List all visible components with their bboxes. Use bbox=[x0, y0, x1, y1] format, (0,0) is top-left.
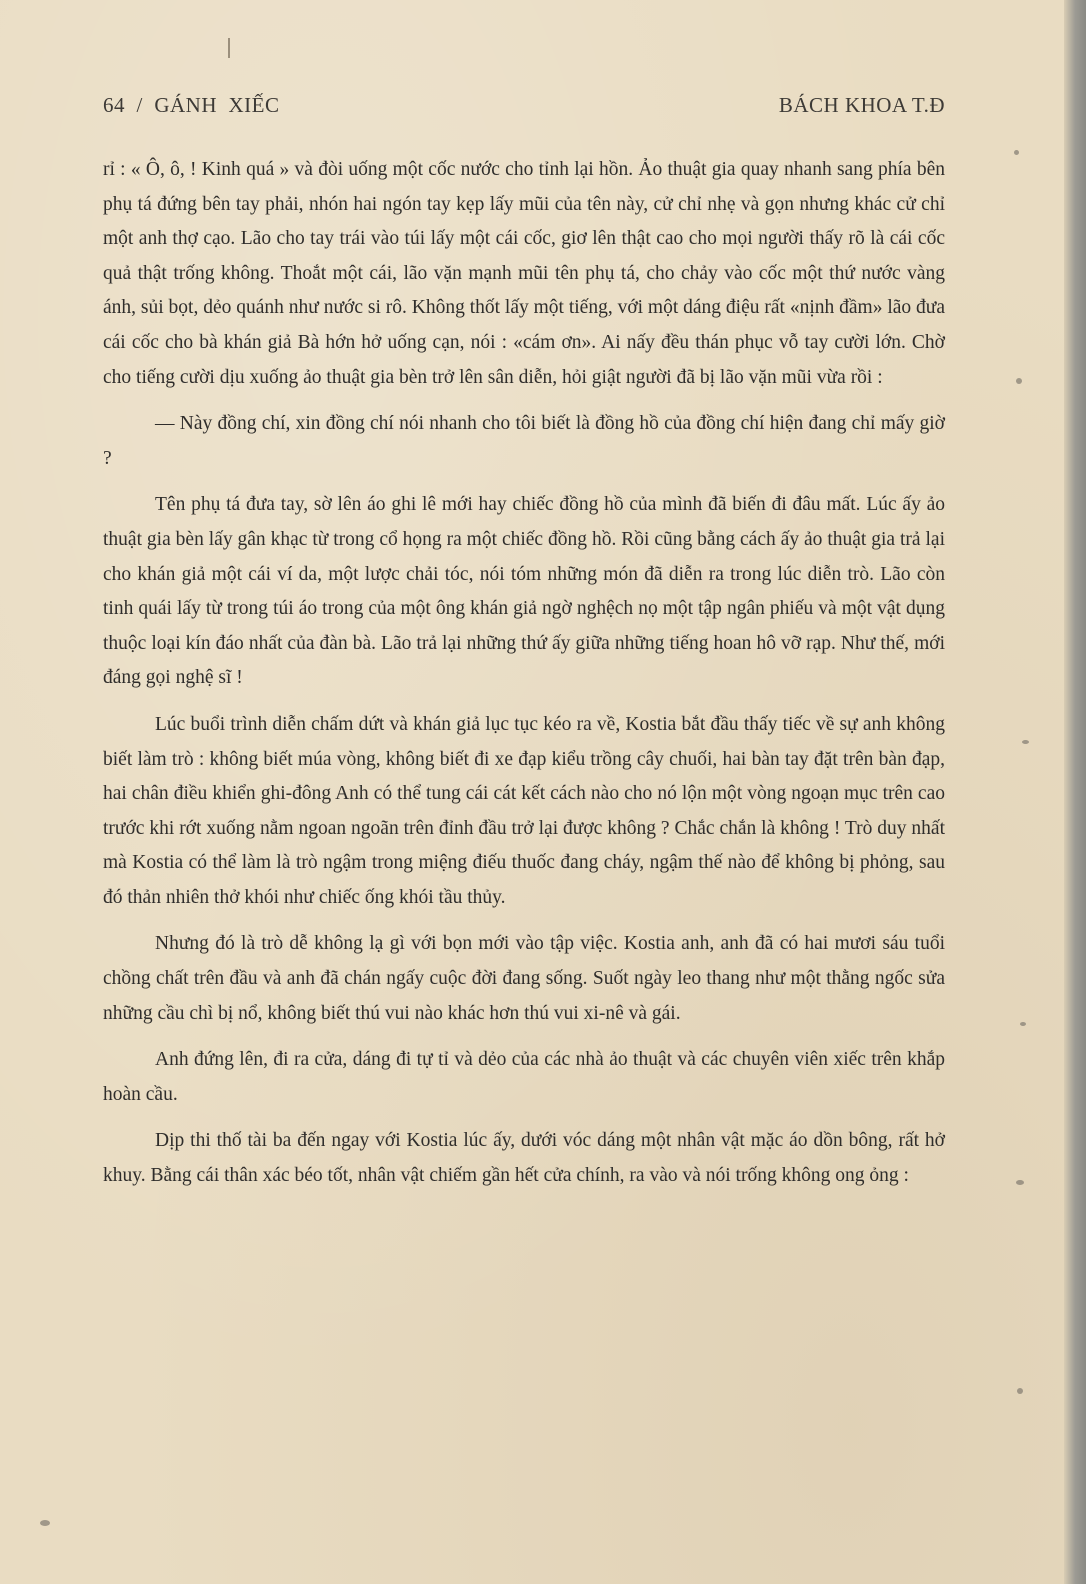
paper-speck bbox=[40, 1520, 50, 1526]
paragraph: rỉ : « Ô, ô, ! Kinh quá » và đòi uống một cốc nước cho tỉnh lại hồn. Ảo thuật gia quay nhanh sang phía bên phụ tá đứng bên tay phải, nhón hai ngón tay kẹp lấy mũi của tên này, cử chỉ nhẹ và gọn nhưng khác cử chỉ một anh thợ cạo. Lão cho tay trái vào túi lấy một cái cốc, giơ lên thật cao cho mọi người thấy rõ là cái cốc quả thật trống không. Thoắt một cái, lão vặn mạnh mũi tên phụ tá, cho chảy vào cốc một thứ nước vàng ánh, sủi bọt, dẻo quánh như nước si rô. Không thốt lấy một tiếng, với một dáng điệu rất «nịnh đầm» lão đưa cái cốc cho bà khán giả Bà hớn hở uống cạn, nói : «cám ơn». Ai nấy đều thán phục vỗ tay cười lớn. Chờ cho tiếng cười dịu xuống ảo thuật gia bèn trở lên sân diễn, hỏi giật người đã bị lão vặn mũi vừa rồi : bbox=[103, 159, 945, 388]
paragraph: Tên phụ tá đưa tay, sờ lên áo ghi lê mới hay chiếc đồng hồ của mình đã biến đi đâu mất. Lúc ấy ảo thuật gia bèn lấy gân khạc từ trong cổ họng ra một chiếc đồng hồ. Rồi cũng bằng cách ấy ảo thuật gia trả lại cho khán giả một cái ví da, một lược chải tóc, nói tóm những món đã diễn ra trong lúc diễn trò. Lão còn tinh quái lấy từ trong túi áo trong của một ông khán giả ngờ nghệch nọ một tập ngân phiếu và một vật dụng thuộc loại kín đáo nhất của đàn bà. Lão trả lại những thứ ấy giữa những tiếng hoan hô vỡ rạp. Như thế, mới đáng gọi nghệ sĩ ! bbox=[103, 494, 945, 689]
paragraph-dialogue: — Này đồng chí, xin đồng chí nói nhanh cho tôi biết là đồng hồ của đồng chí hiện đang chỉ mấy giờ ? bbox=[103, 413, 945, 469]
running-header bbox=[103, 93, 945, 127]
pencil-mark bbox=[228, 38, 230, 58]
publication-name: BÁCH KHOA T.Đ bbox=[778, 93, 945, 117]
paper-speck bbox=[1017, 1388, 1023, 1394]
paper-speck bbox=[1022, 740, 1029, 744]
paper-speck bbox=[1016, 378, 1022, 384]
paragraph: Lúc buổi trình diễn chấm dứt và khán giả lục tục kéo ra về, Kostia bắt đầu thấy tiếc về sự anh không biết làm trò : không biết múa vòng, không biết đi xe đạp kiểu trồng cây chuối, hai bàn tay đặt trên bàn đạp, hai chân điều khiển ghi-đông Anh có thể tung cái cát kết cách nào cho nó lộn một vòng ngoạn mục trên cao trước khi rớt xuống nằm ngoan ngoãn trên đỉnh đầu trở lại được không ? Chắc chắn là không ! Trò duy nhất mà Kostia có thể làm là trò ngậm trong miệng điếu thuốc đang cháy, ngậm thế nào để không bị phỏng, sau đó thản nhiên thở khói như chiếc ống khói tầu thủy. bbox=[103, 713, 945, 908]
page-number-and-title: 64 / GÁNH XIẾC bbox=[103, 93, 280, 117]
paper-speck bbox=[1016, 1180, 1024, 1185]
paragraph: Anh đứng lên, đi ra cửa, dáng đi tự tỉ và dẻo của các nhà ảo thuật và các chuyên viên xiếc trên khắp hoàn cầu. bbox=[103, 1049, 945, 1105]
paper-speck bbox=[1020, 1022, 1026, 1026]
body-text bbox=[103, 153, 945, 1206]
page-edge bbox=[1064, 0, 1086, 1584]
paper-speck bbox=[1014, 150, 1019, 155]
paragraph: Dịp thi thố tài ba đến ngay với Kostia lúc ấy, dưới vóc dáng một nhân vật mặc áo dồn bông, rất hở khuy. Bằng cái thân xác béo tốt, nhân vật chiếm gần hết cửa chính, ra vào và nói trống không ong ỏng : bbox=[103, 1130, 945, 1187]
paragraph: Nhưng đó là trò dễ không lạ gì với bọn mới vào tập việc. Kostia anh, anh đã có hai mươi sáu tuổi chồng chất trên đầu và anh đã chán ngấy cuộc đời đang sống. Suốt ngày leo thang như một thằng ngốc sửa những cầu chì bị nổ, không biết thú vui nào khác hơn thú vui xi-nê và gái. bbox=[103, 933, 945, 1024]
